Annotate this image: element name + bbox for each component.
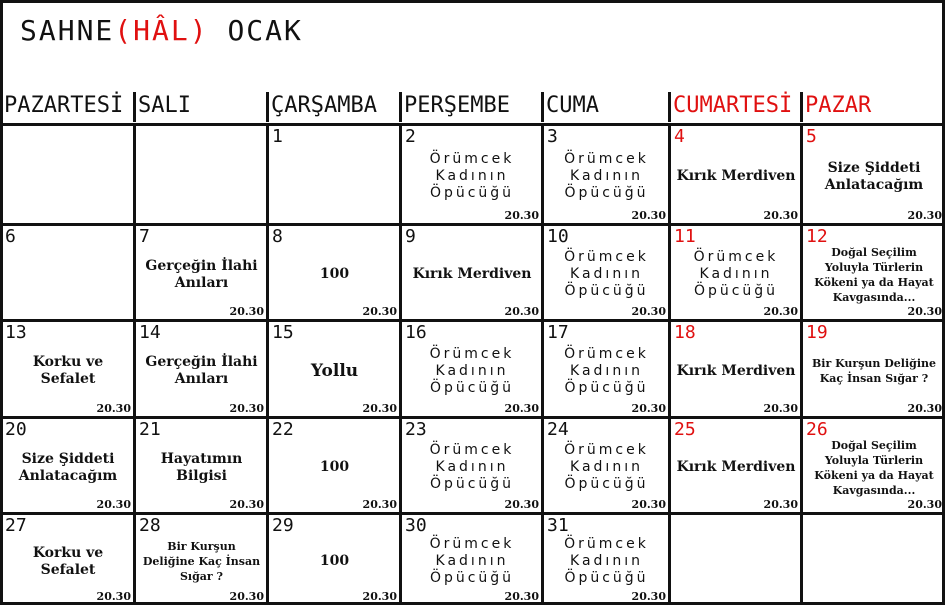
grid-line-horizontal bbox=[0, 123, 945, 126]
calendar-day-14[interactable] bbox=[137, 323, 266, 415]
show-time: 20.30 bbox=[631, 305, 666, 318]
show-time: 20.30 bbox=[631, 590, 666, 603]
day-number: 26 bbox=[806, 420, 828, 440]
grid-line-horizontal bbox=[0, 512, 945, 515]
day-number: 28 bbox=[139, 516, 161, 536]
day-number: 23 bbox=[405, 420, 427, 440]
calendar-day-5[interactable] bbox=[804, 127, 944, 222]
day-number: 17 bbox=[547, 323, 569, 343]
calendar-day-22[interactable] bbox=[270, 420, 399, 511]
weekday-sunday: PAZAR bbox=[805, 93, 872, 118]
calendar-day-11[interactable] bbox=[672, 227, 800, 318]
calendar-day-15[interactable] bbox=[270, 323, 399, 415]
day-number: 12 bbox=[806, 227, 828, 247]
day-number: 11 bbox=[674, 227, 696, 247]
show-time: 20.30 bbox=[362, 305, 397, 318]
weekday-friday: CUMA bbox=[546, 93, 599, 118]
calendar-day-27[interactable] bbox=[3, 516, 133, 603]
show-title: Korku ve Sefalet bbox=[32, 544, 104, 578]
show-title: Örümcek Kadının Öpücüğü bbox=[564, 442, 649, 492]
calendar-day-25[interactable] bbox=[672, 420, 800, 511]
grid-line-vertical bbox=[668, 124, 671, 605]
show-time: 20.30 bbox=[96, 402, 131, 415]
show-title: Doğal Seçilim Yoluyla Türlerin Kökeni ya da Hayat Kavgasında... bbox=[814, 245, 934, 304]
day-number: 20 bbox=[5, 420, 27, 440]
calendar-day-1 bbox=[270, 127, 399, 222]
calendar-day-16[interactable] bbox=[403, 323, 541, 415]
day-number: 29 bbox=[272, 516, 294, 536]
day-number: 30 bbox=[405, 516, 427, 536]
day-number: 19 bbox=[806, 323, 828, 343]
calendar-day-2[interactable] bbox=[403, 127, 541, 222]
calendar-day-empty bbox=[3, 127, 133, 222]
show-title: 100 bbox=[319, 266, 350, 282]
calendar-day-3[interactable] bbox=[545, 127, 668, 222]
day-number: 6 bbox=[5, 227, 16, 247]
calendar-day-empty bbox=[804, 516, 944, 603]
grid-line-horizontal bbox=[0, 319, 945, 322]
show-title: Örümcek Kadının Öpücüğü bbox=[429, 345, 515, 396]
show-title: Kırık Merdiven bbox=[676, 362, 796, 379]
show-time: 20.30 bbox=[631, 209, 666, 222]
show-title: Örümcek Kadının Öpücüğü bbox=[429, 151, 515, 201]
show-time: 20.30 bbox=[504, 305, 539, 318]
day-number: 15 bbox=[272, 323, 294, 343]
day-number: 4 bbox=[674, 127, 685, 147]
show-title: Hayatımın Bilgisi bbox=[160, 450, 243, 484]
show-time: 20.30 bbox=[504, 498, 539, 511]
day-number: 7 bbox=[139, 227, 150, 247]
day-number: 13 bbox=[5, 323, 27, 343]
weekday-thursday: PERŞEMBE bbox=[404, 93, 510, 118]
day-number: 16 bbox=[405, 323, 427, 343]
show-title: Örümcek Kadının Öpücüğü bbox=[429, 536, 515, 586]
show-time: 20.30 bbox=[96, 498, 131, 511]
day-number: 3 bbox=[547, 127, 558, 147]
calendar-day-empty bbox=[137, 127, 266, 222]
show-time: 20.30 bbox=[763, 402, 798, 415]
grid-line-vertical bbox=[399, 124, 402, 605]
show-title: Gerçeğin İlahi Anıları bbox=[145, 354, 258, 387]
show-title: Örümcek Kadının Öpücüğü bbox=[429, 442, 515, 492]
calendar-day-13[interactable] bbox=[3, 323, 133, 415]
grid-line-horizontal bbox=[0, 223, 945, 226]
calendar-day-17[interactable] bbox=[545, 323, 668, 415]
calendar-day-7[interactable] bbox=[137, 227, 266, 318]
show-title: Size Şiddeti Anlatacağım bbox=[18, 450, 118, 484]
weekday-separator bbox=[668, 92, 671, 122]
show-time: 20.30 bbox=[362, 590, 397, 603]
show-title: Örümcek Kadının Öpücüğü bbox=[693, 249, 779, 299]
show-title: Size Şiddeti Anlatacağım bbox=[824, 159, 924, 193]
show-title: Doğal Seçilim Yoluyla Türlerin Kökeni ya da Hayat Kavgasında... bbox=[814, 438, 934, 497]
day-number: 1 bbox=[272, 127, 283, 147]
show-title: Bir Kurşun Deliğine Kaç İnsan Sığar ? bbox=[812, 357, 936, 385]
calendar-day-9[interactable] bbox=[403, 227, 541, 318]
day-number: 24 bbox=[547, 420, 569, 440]
show-time: 20.30 bbox=[763, 209, 798, 222]
day-number: 2 bbox=[405, 127, 416, 147]
weekday-separator bbox=[266, 92, 269, 122]
calendar-day-10[interactable] bbox=[545, 227, 668, 318]
show-title: Bir Kurşun Deliğine Kaç İnsan Sığar ? bbox=[142, 540, 261, 583]
grid-line-vertical bbox=[541, 124, 544, 605]
day-number: 25 bbox=[674, 420, 696, 440]
calendar-day-4[interactable] bbox=[672, 127, 800, 222]
day-number: 10 bbox=[547, 227, 569, 247]
weekday-separator bbox=[399, 92, 402, 122]
calendar-day-8[interactable] bbox=[270, 227, 399, 318]
show-time: 20.30 bbox=[504, 402, 539, 415]
grid-line-horizontal bbox=[0, 416, 945, 419]
weekday-separator bbox=[133, 92, 136, 122]
show-time: 20.30 bbox=[907, 305, 942, 318]
show-title: Örümcek Kadının Öpücüğü bbox=[564, 249, 649, 299]
calendar-day-empty bbox=[672, 516, 800, 603]
grid-line-vertical bbox=[133, 124, 136, 605]
day-number: 27 bbox=[5, 516, 27, 536]
calendar-day-29[interactable] bbox=[270, 516, 399, 603]
show-title: Örümcek Kadının Öpücüğü bbox=[564, 536, 649, 586]
show-title: Örümcek Kadının Öpücüğü bbox=[564, 345, 649, 396]
show-time: 20.30 bbox=[229, 305, 264, 318]
page-title bbox=[20, 14, 303, 54]
day-number: 22 bbox=[272, 420, 294, 440]
weekday-separator bbox=[541, 92, 544, 122]
calendar-day-18[interactable] bbox=[672, 323, 800, 415]
show-time: 20.30 bbox=[362, 402, 397, 415]
show-time: 20.30 bbox=[229, 590, 264, 603]
show-time: 20.30 bbox=[504, 590, 539, 603]
day-number: 8 bbox=[272, 227, 283, 247]
show-time: 20.30 bbox=[907, 498, 942, 511]
grid-line-vertical bbox=[266, 124, 269, 605]
day-number: 5 bbox=[806, 127, 817, 147]
show-title: Kırık Merdiven bbox=[412, 266, 532, 282]
day-number: 9 bbox=[405, 227, 416, 247]
calendar-day-24[interactable] bbox=[545, 420, 668, 511]
weekday-tuesday: SALI bbox=[138, 93, 191, 118]
weekday-monday: PAZARTESİ bbox=[4, 93, 124, 118]
title-hal: (HÂL) bbox=[114, 14, 209, 47]
calendar-day-30[interactable] bbox=[403, 516, 541, 603]
show-title: Yollu bbox=[310, 360, 359, 381]
calendar-day-19[interactable] bbox=[804, 323, 944, 415]
show-title: 100 bbox=[319, 459, 350, 475]
day-number: 21 bbox=[139, 420, 161, 440]
grid-line-vertical bbox=[800, 124, 803, 605]
show-time: 20.30 bbox=[504, 209, 539, 222]
calendar-day-20[interactable] bbox=[3, 420, 133, 511]
show-time: 20.30 bbox=[763, 498, 798, 511]
weekday-header bbox=[0, 88, 945, 126]
show-time: 20.30 bbox=[631, 498, 666, 511]
calendar-day-23[interactable] bbox=[403, 420, 541, 511]
weekday-wednesday: ÇARŞAMBA bbox=[271, 93, 377, 118]
calendar-day-26[interactable] bbox=[804, 420, 944, 511]
show-time: 20.30 bbox=[229, 402, 264, 415]
show-title: Korku ve Sefalet bbox=[32, 354, 104, 387]
show-title: Kırık Merdiven bbox=[676, 168, 796, 184]
weekday-separator bbox=[800, 92, 803, 122]
show-time: 20.30 bbox=[229, 498, 264, 511]
show-title: Gerçeğin İlahi Anıları bbox=[145, 257, 258, 291]
calendar-day-6 bbox=[3, 227, 133, 318]
title-prefix: SAHNE bbox=[20, 14, 115, 47]
show-time: 20.30 bbox=[763, 305, 798, 318]
title-month: OCAK bbox=[208, 14, 303, 47]
weekday-saturday: CUMARTESİ bbox=[673, 93, 793, 118]
day-number: 31 bbox=[547, 516, 569, 536]
show-title: Kırık Merdiven bbox=[676, 459, 796, 475]
day-number: 14 bbox=[139, 323, 161, 343]
show-time: 20.30 bbox=[907, 402, 942, 415]
calendar-day-21[interactable] bbox=[137, 420, 266, 511]
show-time: 20.30 bbox=[907, 209, 942, 222]
show-time: 20.30 bbox=[362, 498, 397, 511]
show-title: 100 bbox=[319, 553, 350, 569]
show-time: 20.30 bbox=[96, 590, 131, 603]
show-title: Örümcek Kadının Öpücüğü bbox=[564, 151, 649, 201]
calendar-day-31[interactable] bbox=[545, 516, 668, 603]
day-number: 18 bbox=[674, 323, 696, 343]
calendar-day-28[interactable] bbox=[137, 516, 266, 603]
show-time: 20.30 bbox=[631, 402, 666, 415]
calendar-day-12[interactable] bbox=[804, 227, 944, 318]
